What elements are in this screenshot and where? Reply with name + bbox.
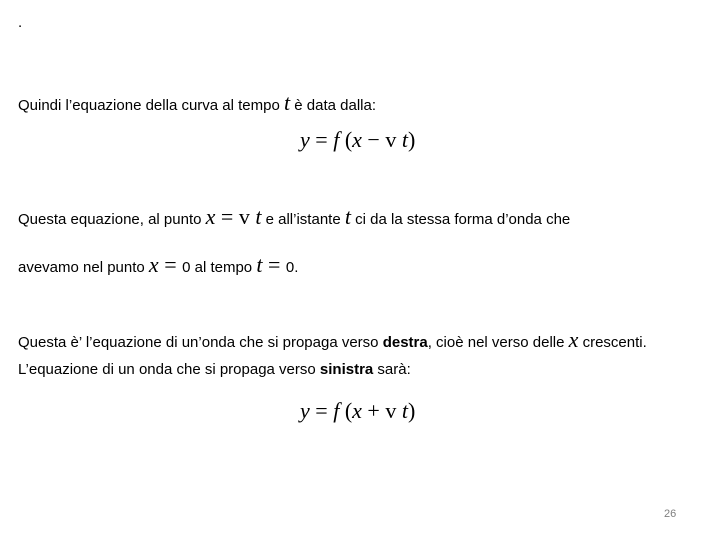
eq1-y: y	[300, 127, 310, 152]
eq1-open: (	[339, 127, 353, 152]
line3-zero-2: 0.	[285, 259, 299, 276]
line2-equals-v: = v	[215, 204, 256, 229]
paragraph-line-1	[18, 90, 376, 116]
equation-wave-right	[300, 127, 415, 153]
line5-bold-sinistra: sinistra	[319, 361, 374, 378]
paragraph-line-4	[18, 327, 647, 353]
line4-text-before: Questa è’ l’equazione di un’onda che si propaga verso	[18, 334, 383, 351]
line3-equals-2: =	[262, 252, 286, 277]
line2-symbol-x: x	[205, 204, 216, 229]
line3-symbol-x: x	[148, 252, 159, 277]
eq2-operator: + v	[361, 398, 402, 423]
stray-dot: .	[18, 14, 23, 31]
line2-symbol-t: t	[255, 204, 262, 229]
eq1-x: x	[352, 127, 362, 152]
line2-text-after: ci da la stessa forma d’onda che	[350, 211, 571, 228]
line4-text-after: crescenti.	[578, 334, 647, 351]
eq2-close: )	[407, 398, 416, 423]
line1-symbol-t: t	[284, 90, 291, 115]
line3-equals: =	[158, 252, 183, 277]
eq2-x: x	[352, 398, 362, 423]
line3-zero: 0	[182, 259, 191, 276]
line3-symbol-t: t	[256, 252, 263, 277]
equation-wave-left	[300, 398, 415, 424]
eq2-f: f	[333, 398, 340, 423]
eq1-f: f	[333, 127, 340, 152]
eq1-t: t	[401, 127, 408, 152]
eq2-y: y	[300, 398, 310, 423]
eq1-close: )	[407, 127, 416, 152]
line4-bold-destra: destra	[382, 334, 428, 351]
line3-text-before: avevamo nel punto	[18, 259, 149, 276]
line4-text-mid: , cioè nel verso delle	[427, 334, 569, 351]
line2-text-mid: e all’istante	[261, 211, 345, 228]
line2-text-before: Questa equazione, al punto	[18, 211, 206, 228]
line2-symbol-t2: t	[344, 204, 351, 229]
line5-text-after: sarà:	[373, 361, 411, 378]
paragraph-line-3	[18, 252, 298, 278]
line5-text-before: L’equazione di un onda che si propaga verso	[18, 361, 320, 378]
line1-text-before: Quindi l’equazione della curva al tempo	[18, 97, 284, 114]
paragraph-line-2	[18, 204, 570, 230]
line1-text-after: è data dalla:	[290, 97, 377, 114]
page-number: 26	[664, 508, 677, 520]
eq1-operator: − v	[361, 127, 402, 152]
line4-symbol-x: x	[568, 327, 579, 352]
eq1-equals: =	[309, 127, 334, 152]
eq2-equals: =	[309, 398, 334, 423]
paragraph-line-5	[18, 361, 411, 378]
eq2-t: t	[401, 398, 408, 423]
eq2-open: (	[339, 398, 353, 423]
line3-text-mid: al tempo	[190, 259, 257, 276]
